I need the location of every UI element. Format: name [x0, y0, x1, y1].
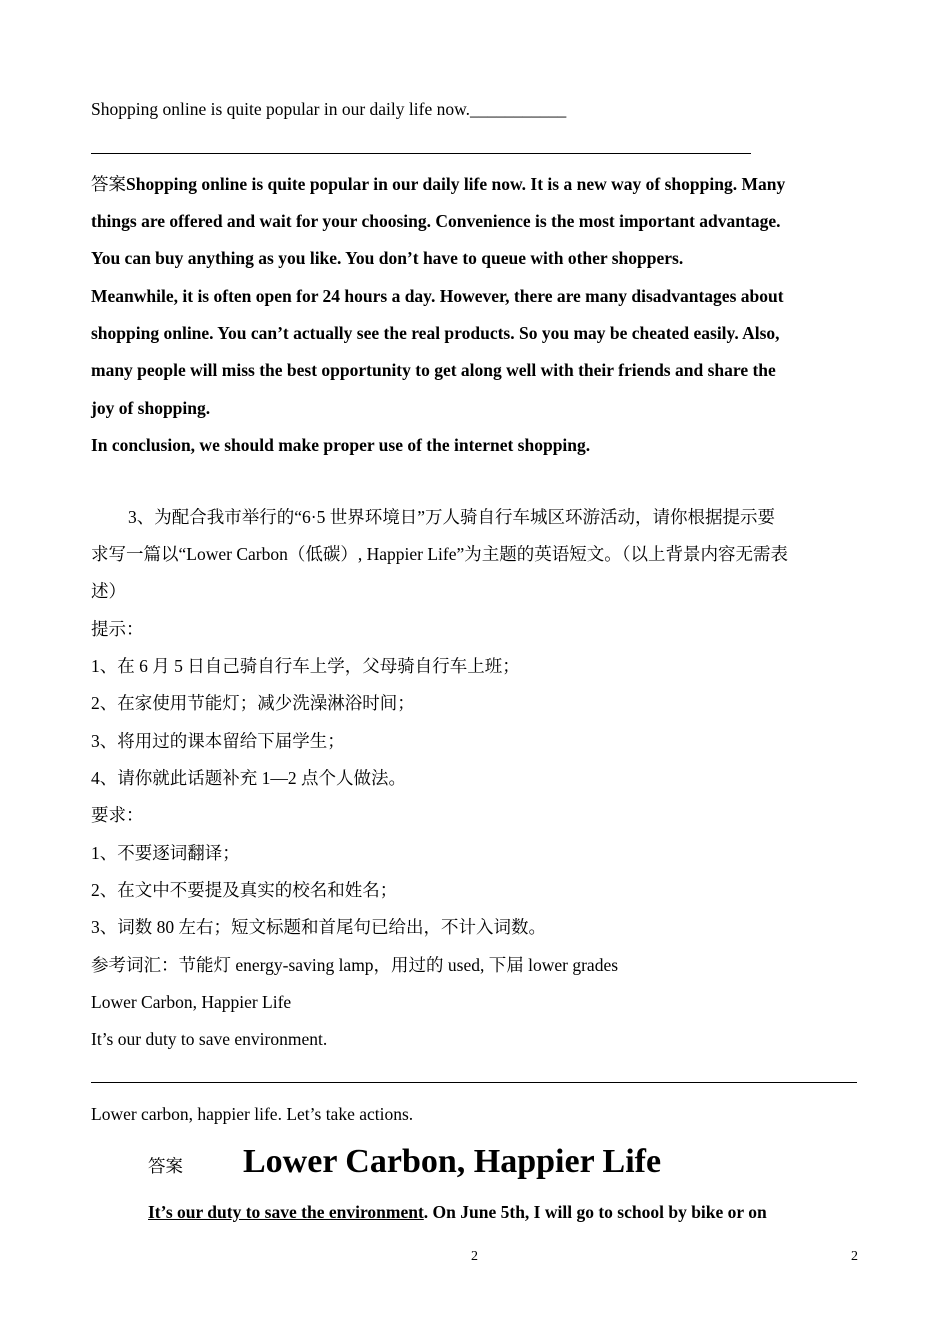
- page-number-right: 2: [851, 1249, 858, 1264]
- answer-line-4: Meanwhile, it is often open for 24 hours a day. However, there are many disadvantages about: [91, 286, 784, 306]
- prompt-sentence: Shopping online is quite popular in our daily life now.___________: [91, 99, 567, 119]
- answer-essay-line-1: [148, 1200, 767, 1224]
- essay-first-sentence: It’s our duty to save environment.: [91, 1029, 328, 1049]
- question-3-intro-line-1: 3、为配合我市举行的“6·5 世界环境日”万人骑自行车城区环游活动，请你根据提示要: [128, 507, 775, 527]
- page-number-center: 2: [471, 1249, 478, 1264]
- answer-line-1: [91, 172, 785, 196]
- answer-label: 答案: [91, 174, 126, 194]
- answer-line-2: things are offered and wait for your choosing. Convenience is the most important advantage.: [91, 211, 781, 231]
- hints-label: 提示：: [91, 619, 144, 639]
- requirement-item: 3、词数 80 左右；短文标题和首尾句已给出，不计入词数。: [91, 917, 546, 937]
- answer-title: Lower Carbon, Happier Life: [243, 1143, 662, 1180]
- hint-item: 1、在 6 月 5 日自己骑自行车上学，父母骑自行车上班；: [91, 656, 520, 676]
- requirements-label: 要求：: [91, 805, 144, 825]
- question-3-intro-line-3: 述）: [91, 581, 126, 601]
- hint-item: 3、将用过的课本留给下届学生；: [91, 731, 345, 751]
- question-3-intro-line-2: 求写一篇以“Lower Carbon（低碳）, Happier Life”为主题的英语短文。（以上背景内容无需表: [91, 544, 788, 564]
- requirement-item: 1、不要逐词翻译；: [91, 843, 240, 863]
- answer-label-2: 答案: [148, 1156, 183, 1176]
- vocabulary-line: 参考词汇：节能灯 energy-saving lamp，用过的 used, 下届 lower grades: [91, 955, 619, 975]
- essay-blank-line: [91, 1082, 857, 1083]
- answer-blank-line: [91, 153, 751, 154]
- underlined-topic-sentence: It’s our duty to save the environment: [148, 1202, 424, 1222]
- answer-line-5: shopping online. You can’t actually see the real products. So you may be cheated easily. Also,: [91, 323, 780, 343]
- answer-line-7: joy of shopping.: [91, 398, 211, 418]
- answer-line-3: You can buy anything as you like. You don’t have to queue with other shoppers.: [91, 248, 684, 268]
- essay-last-sentence: Lower carbon, happier life. Let’s take actions.: [91, 1104, 414, 1124]
- answer-line-8: In conclusion, we should make proper use of the internet shopping.: [91, 435, 591, 455]
- requirement-item: 2、在文中不要提及真实的校名和姓名；: [91, 880, 398, 900]
- answer-line-6: many people will miss the best opportunity to get along well with their friends and share the: [91, 360, 776, 380]
- answer-essay-text: . On June 5th, I will go to school by bike or on: [423, 1202, 767, 1222]
- answer-text: Shopping online is quite popular in our daily life now. It is a new way of shopping. Many: [126, 174, 786, 194]
- hint-item: 2、在家使用节能灯；减少洗澡淋浴时间；: [91, 693, 415, 713]
- hint-item: 4、请你就此话题补充 1—2 点个人做法。: [91, 768, 406, 788]
- essay-title: Lower Carbon, Happier Life: [91, 992, 292, 1012]
